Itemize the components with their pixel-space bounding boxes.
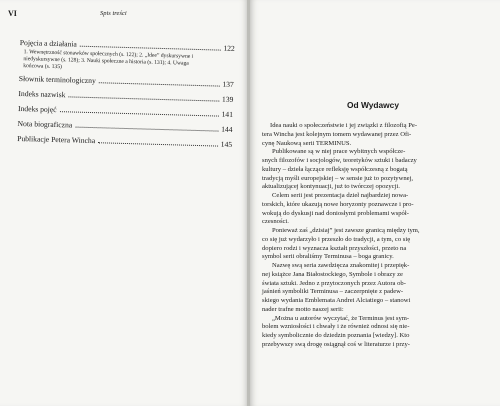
toc-dot-leader xyxy=(98,143,218,147)
running-title: Spis treści xyxy=(100,10,127,17)
text-line: bolem wzniosłości i chwały i że również odnosi się nie- xyxy=(262,323,410,331)
text-line: torskich, które ukazują nowe horyzonty poznawcze i pro- xyxy=(262,200,414,208)
text-line: Ponieważ zaś „dzisiaj” jest zawsze granicą między tym, xyxy=(272,227,420,234)
toc-dot-leader xyxy=(99,83,220,87)
text-line: symbol serii obraliśmy Terminusa – boga granicy. xyxy=(262,253,394,261)
toc-entry-page: 145 xyxy=(220,140,233,150)
text-line: skiego wydania Emblemata Andrei Alciatiego – stanowi xyxy=(262,297,411,304)
toc-entry-page: 144 xyxy=(221,125,233,135)
text-line: jaśnień symboliki Terminusa – zaczerpnięte z padew- xyxy=(262,288,404,296)
toc-entry xyxy=(17,134,232,149)
text-line: Idea nauki o społeczeństwie i jej związki z filozofią Pe- xyxy=(270,122,418,129)
toc-entry xyxy=(18,89,233,104)
text-line: wokują do dyskusji nad doniosłymi problemami współ- xyxy=(262,209,409,217)
text-line: Celem serii jest prezentacja dzieł najbardziej nowa- xyxy=(272,192,409,199)
text-line: cynę Naukową serii TERMINUS. xyxy=(262,139,352,147)
text-line: nader trafne motto naszej serii: xyxy=(262,305,344,313)
text-line: co się już wydarzyło i przeszło do tradycji, a tym, co się xyxy=(262,235,411,243)
text-line: kultury – dzieła łączące refleksję współczesną z bogatą xyxy=(262,165,408,173)
text-line: Publikowane są w niej prace wybitnych współcze- xyxy=(272,148,406,156)
toc-entry-label: Nota biograficzna xyxy=(17,119,73,130)
text-line: czesności. xyxy=(262,218,289,226)
text-line: nej książce Jana Białostockiego, Symbole i obrazy ze xyxy=(262,270,403,278)
toc-dot-leader xyxy=(75,127,218,132)
toc-entry-page: 137 xyxy=(222,80,234,90)
toc-entry-label: Indeks pojęć xyxy=(17,104,57,115)
body-text xyxy=(262,122,484,350)
toc-entry-page: 139 xyxy=(221,95,234,105)
toc-dot-leader xyxy=(60,112,219,117)
text-line: tradycją myśli europejskiej – w sensie już to pozytywnej, xyxy=(262,174,414,182)
toc-entry-page: 122 xyxy=(223,43,235,53)
text-line: przebywszy swą drogę osiągnął coś w literaturze i przy- xyxy=(262,340,410,348)
text-line: „Można u autorów wyczytać, że Terminus jest sym- xyxy=(272,314,410,322)
toc-subentries: 1. Wewnętrzność stonawków społecznych (s. 122); 2. „Idee” dyskursywne i niedyskursywne (s. 128); 3. Nauki społeczne a historia (s. 131); 4. Uwaga końcowa (s. 135) xyxy=(23,49,194,70)
text-line: Nazwę swą seria zawdzięcza znakomitej i przepięk- xyxy=(272,262,410,269)
publisher-note xyxy=(262,100,484,350)
toc-entry-label: Indeks nazwisk xyxy=(18,89,66,100)
toc-entry-label: Pojęcia a działania xyxy=(19,38,77,49)
toc-entry xyxy=(18,104,233,119)
page-number: VI xyxy=(8,9,17,18)
text-line: aktualizującej kontynuacji, już to twórczej opozycji. xyxy=(262,183,400,191)
text-line: świata sztuki. Jedno z przytoczonych przez Autora ob- xyxy=(262,279,406,287)
text-line: tera Wincha jest kolejnym tomem wydawanej przez Ofi- xyxy=(262,130,412,138)
left-page xyxy=(0,0,248,406)
text-line: kiedy symbolicznie do dziedzin poznania [wiedzy]. Kto xyxy=(262,332,410,339)
toc-dot-leader xyxy=(80,46,221,51)
toc-entry xyxy=(17,119,232,134)
toc-entry-page: 141 xyxy=(221,110,234,120)
table-of-contents xyxy=(17,38,235,155)
toc-entry xyxy=(19,74,234,89)
text-line: dopiero rodzi i wyznacza kształt przyszłości, przeto na xyxy=(262,244,407,252)
text-line: snych filozofów i socjologów, teoretyków sztuki i badaczy xyxy=(262,157,417,164)
toc-entry-label: Publikacje Petera Wincha xyxy=(17,134,96,146)
toc-dot-leader xyxy=(68,97,219,102)
section-heading: Od Wydawcy xyxy=(347,100,399,110)
toc-entry-label: Słownik terminologiczny xyxy=(18,74,96,86)
